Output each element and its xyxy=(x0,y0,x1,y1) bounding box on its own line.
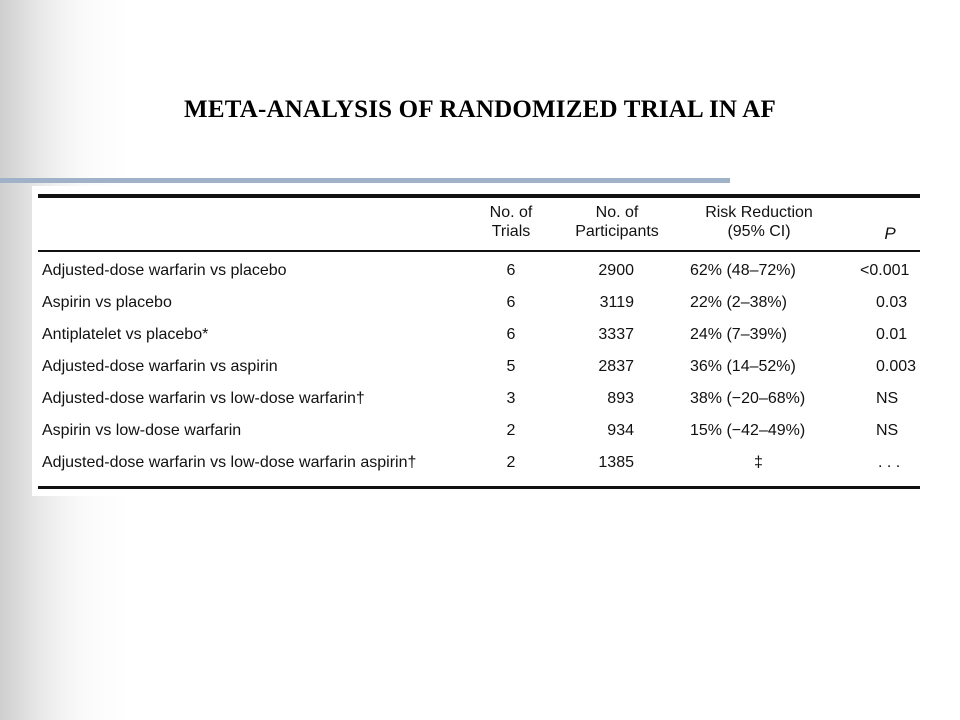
header-participants xyxy=(564,203,670,241)
row-risk-reduction: ‡ xyxy=(754,454,763,471)
table-row xyxy=(32,386,928,416)
row-risk-reduction: 36% (14–52%) xyxy=(690,358,796,375)
header-trials xyxy=(480,203,542,241)
header-participants-line1: No. of xyxy=(595,204,639,221)
row-comparison: Adjusted-dose warfarin vs low-dose warfarin aspirin† xyxy=(42,454,417,471)
row-participants: 3119 xyxy=(599,294,634,311)
row-trials: 5 xyxy=(506,358,516,375)
row-risk-reduction: 62% (48–72%) xyxy=(690,262,796,279)
header-p: P xyxy=(884,224,896,243)
row-risk-reduction: 22% (2–38%) xyxy=(690,294,787,311)
table-header-rule xyxy=(38,250,920,252)
row-comparison: Antiplatelet vs placebo* xyxy=(42,326,209,343)
row-trials: 6 xyxy=(506,294,516,311)
table-row xyxy=(32,450,928,480)
row-participants: 2837 xyxy=(598,358,634,375)
table-top-rule xyxy=(38,194,920,198)
header-risk-line1: Risk Reduction xyxy=(705,204,813,221)
row-comparison: Adjusted-dose warfarin vs placebo xyxy=(42,262,287,279)
row-p-value: NS xyxy=(876,390,899,407)
row-participants: 893 xyxy=(607,390,634,407)
row-p-value: . . . xyxy=(878,454,901,471)
row-risk-reduction: 24% (7–39%) xyxy=(690,326,787,343)
row-p-value: NS xyxy=(876,422,899,439)
row-participants: 3337 xyxy=(598,326,634,343)
row-trials: 2 xyxy=(506,454,516,471)
row-p-value: 0.003 xyxy=(876,358,917,375)
row-p-value: <0.001 xyxy=(860,262,910,279)
accent-bar xyxy=(0,178,730,183)
table-row xyxy=(32,258,928,288)
slide-title: META-ANALYSIS OF RANDOMIZED TRIAL IN AF xyxy=(184,96,776,123)
row-comparison: Adjusted-dose warfarin vs low-dose warfarin† xyxy=(42,390,365,407)
table-row xyxy=(32,322,928,352)
row-p-value: 0.03 xyxy=(876,294,908,311)
header-risk-reduction xyxy=(688,203,830,241)
row-trials: 6 xyxy=(506,262,516,279)
table-row xyxy=(32,290,928,320)
header-trials-line2: Trials xyxy=(491,223,531,240)
header-trials-line1: No. of xyxy=(489,204,533,221)
table-row xyxy=(32,418,928,448)
row-comparison: Adjusted-dose warfarin vs aspirin xyxy=(42,358,278,375)
row-risk-reduction: 38% (−20–68%) xyxy=(690,390,806,407)
row-participants: 934 xyxy=(607,422,634,439)
row-risk-reduction: 15% (−42–49%) xyxy=(690,422,806,439)
header-participants-line2: Participants xyxy=(575,223,659,240)
row-participants: 1385 xyxy=(598,454,634,471)
results-table xyxy=(32,186,928,496)
table-row xyxy=(32,354,928,384)
row-participants: 2900 xyxy=(598,262,634,279)
row-trials: 3 xyxy=(506,390,516,407)
row-trials: 6 xyxy=(506,326,516,343)
row-comparison: Aspirin vs low-dose warfarin xyxy=(42,422,242,439)
row-trials: 2 xyxy=(506,422,516,439)
row-p-value: 0.01 xyxy=(876,326,908,343)
row-comparison: Aspirin vs placebo xyxy=(42,294,172,311)
table-bottom-rule xyxy=(38,486,920,489)
header-risk-line2: (95% CI) xyxy=(727,223,791,240)
